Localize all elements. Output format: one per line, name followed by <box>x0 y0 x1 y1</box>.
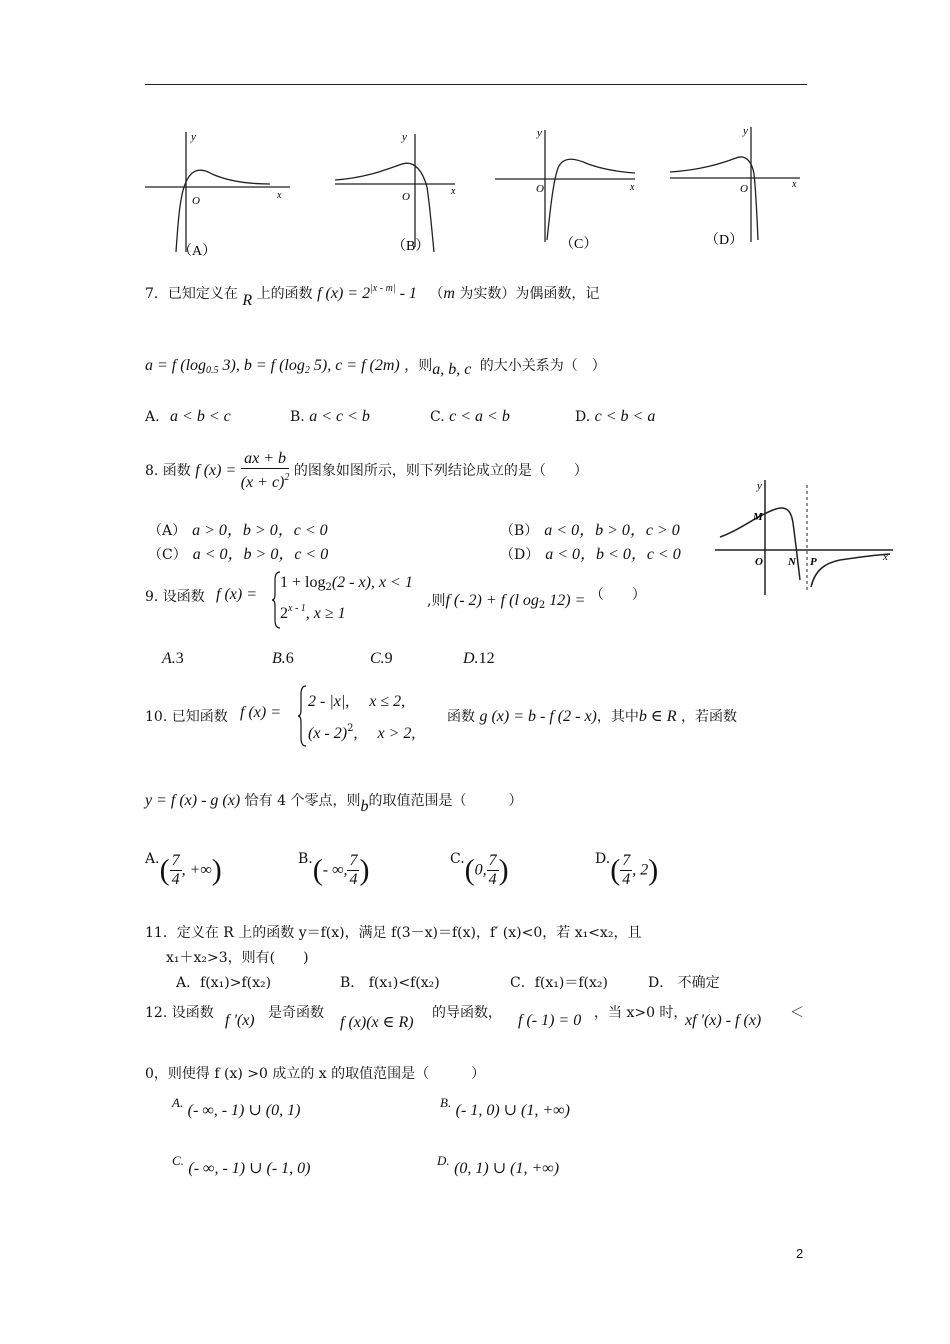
q12-fx: f (x)(x ∈ R) <box>340 1014 414 1031</box>
graph-c <box>495 130 635 242</box>
q10-stem-line2: y = f (x) - g (x) 恰有 4 个零点，则b的取值范围是（ ） <box>145 792 523 815</box>
q8-graph-p-label: P <box>810 556 817 568</box>
q9-option-b[interactable]: B.6 <box>272 650 294 667</box>
q12-condition: f (- 1) = 0 <box>518 1012 582 1029</box>
q9-fx: f (x) = <box>216 586 257 603</box>
q12-less-than: ＜ <box>790 1005 804 1021</box>
graph-a-label: （A） <box>178 244 217 259</box>
graph-a-x-label: x <box>277 190 282 201</box>
graph-c-origin: O <box>536 183 544 195</box>
q9-stem: 9. 设函数 <box>145 589 205 605</box>
q12-option-c[interactable]: C. (- ∞, - 1) ∪ (- 1, 0) <box>172 1153 311 1177</box>
q8-fraction: $\frac{ax + b}{(x + c)^2}$ <box>240 450 290 491</box>
q8-stem: 8. 函数 f (x) = $\frac{ax + b}{(x + c)^2}$ 的图象如图所示，则下列结论成立的是（ ） <box>145 450 588 491</box>
graph-b-label: （B） <box>392 239 430 254</box>
graph-d-y-label: y <box>743 125 748 137</box>
q7-stem: 7．已知定义在 R 上的函数 f $(x) = 2^{|x - m|} - 1$ （m 为实数）为偶函数，记 <box>145 283 600 309</box>
q9-expression: ,则f (- 2) + f (l $og_2$ 12) = （ ） <box>427 587 646 611</box>
q9-case-2: 2$^{x - 1}$, x ≥ 1 <box>280 603 346 622</box>
q12-inequality: xf '(x) - f (x) <box>685 1012 762 1029</box>
q8-graph-x-label: x <box>883 551 888 563</box>
q12-text3: ，当 x>0 时， <box>594 1005 688 1021</box>
q10-option-d[interactable]: D.( $\frac{7}{4}$ , 2) <box>595 850 659 888</box>
q7-option-d[interactable]: D. c < b < a <box>575 408 656 425</box>
q10-option-c[interactable]: C.(0, $\frac{7}{4}$ ) <box>450 850 509 888</box>
graph-d-label: （D） <box>705 233 744 248</box>
header-rule <box>145 84 807 85</box>
graph-b-x-label: x <box>451 186 456 197</box>
q11-option-a[interactable]: A．f(x₁)>f(x₂) <box>176 975 272 991</box>
q7-function: f $(x) = 2^{|x - m|} - 1$ <box>317 283 417 302</box>
q8-graph-y-label: y <box>757 480 762 492</box>
graph-d <box>670 127 800 242</box>
graph-d-x-label: x <box>792 179 797 190</box>
q11-option-c[interactable]: C．f(x₁)＝f(x₂) <box>510 975 608 991</box>
graph-d-origin: O <box>740 183 748 195</box>
page-number: 2 <box>796 1246 804 1261</box>
q8-option-a[interactable]: （A） a > 0，b > 0，c < 0 <box>148 522 328 539</box>
graph-c-x-label: x <box>630 182 635 193</box>
q8-option-d[interactable]: （D） a < 0，b < 0，c < 0 <box>500 546 681 563</box>
q12-number: 12. 设函数 <box>145 1005 214 1021</box>
graph-a-origin: O <box>192 195 200 207</box>
q9-brace <box>272 570 275 630</box>
q12-option-b[interactable]: B. (- 1, 0) ∪ (1, +∞) <box>440 1095 570 1119</box>
q9-case-1: $1 + \log_2(2 - x)$, x < 1 <box>280 574 413 593</box>
q10-fx: f (x) = <box>240 704 281 721</box>
q8-graph <box>715 475 895 600</box>
q11-option-b[interactable]: B． f(x₁)<f(x₂) <box>340 975 440 991</box>
q8-option-c[interactable]: （C） a < 0，b > 0，c < 0 <box>148 546 329 563</box>
q10-number: 10. 已知函数 <box>145 709 228 725</box>
q12-option-a[interactable]: A. (- ∞, - 1) ∪ (0, 1) <box>172 1095 301 1119</box>
q8-graph-m-label: M <box>753 511 763 523</box>
q12-option-d[interactable]: D. (0, 1) ∪ (1, +∞) <box>437 1153 560 1177</box>
graph-c-y-label: y <box>537 127 542 139</box>
graph-a-y-label: y <box>191 131 196 143</box>
option-graphs <box>140 112 820 262</box>
q9-option-a[interactable]: A.3 <box>162 650 184 667</box>
q9-option-d[interactable]: D.12 <box>463 650 495 667</box>
q10-g-definition: 函数 g (x) = b - f (2 - x)，其中b ∈ R ，若函数 <box>447 708 737 725</box>
q10-brace <box>298 684 308 752</box>
q12-text1: 是奇函数 <box>268 1005 324 1021</box>
q7-option-a[interactable]: A. a < b < c <box>145 408 231 425</box>
graph-a <box>145 132 290 252</box>
q9-option-c[interactable]: C.9 <box>370 650 393 667</box>
q11-option-d[interactable]: D． 不确定 <box>648 975 720 991</box>
q10-option-a[interactable]: A.( $\frac{7}{4}$ , +∞) <box>145 850 222 888</box>
graph-b-y-label: y <box>402 131 407 143</box>
q12-fprime: f '(x) <box>225 1012 255 1029</box>
graph-b-origin: O <box>402 191 410 203</box>
q7-number: 7． <box>145 286 168 302</box>
graph-b <box>335 134 455 252</box>
q10-option-b[interactable]: B.(- ∞, $\frac{7}{4}$ ) <box>298 850 370 888</box>
q8-graph-origin: O <box>755 556 763 568</box>
q10-case-2: (x - 2)$^2$, x > 2, <box>308 723 416 742</box>
q11-line2: x₁＋x₂>3，则有( ) <box>166 950 309 966</box>
q12-line2: 0，则使得 f (x) >0 成立的 x 的取值范围是（ ） <box>145 1066 486 1082</box>
q11-line1: 11．定义在 R 上的函数 y＝f(x)，满足 f(3－x)＝f(x)，f′ (x)<0，若 x₁<x₂，且 <box>145 925 642 941</box>
q10-case-1: 2 - |x|, x ≤ 2, <box>308 693 406 710</box>
q7-option-b[interactable]: B. a < c < b <box>290 408 370 425</box>
q7-option-c[interactable]: C. c < a < b <box>430 408 510 425</box>
q8-graph-n-label: N <box>788 556 796 568</box>
q12-text2: 的导函数， <box>432 1005 502 1021</box>
graph-c-label: （C） <box>560 237 598 252</box>
q7-definitions: a = f ($\log_{0.5}$ 3), b = f ($\log_2$ 5), c = f (2m) ，则a, b, c 的大小关系为（ ） <box>145 357 606 378</box>
q8-option-b[interactable]: （B） a < 0，b > 0，c > 0 <box>500 522 680 539</box>
